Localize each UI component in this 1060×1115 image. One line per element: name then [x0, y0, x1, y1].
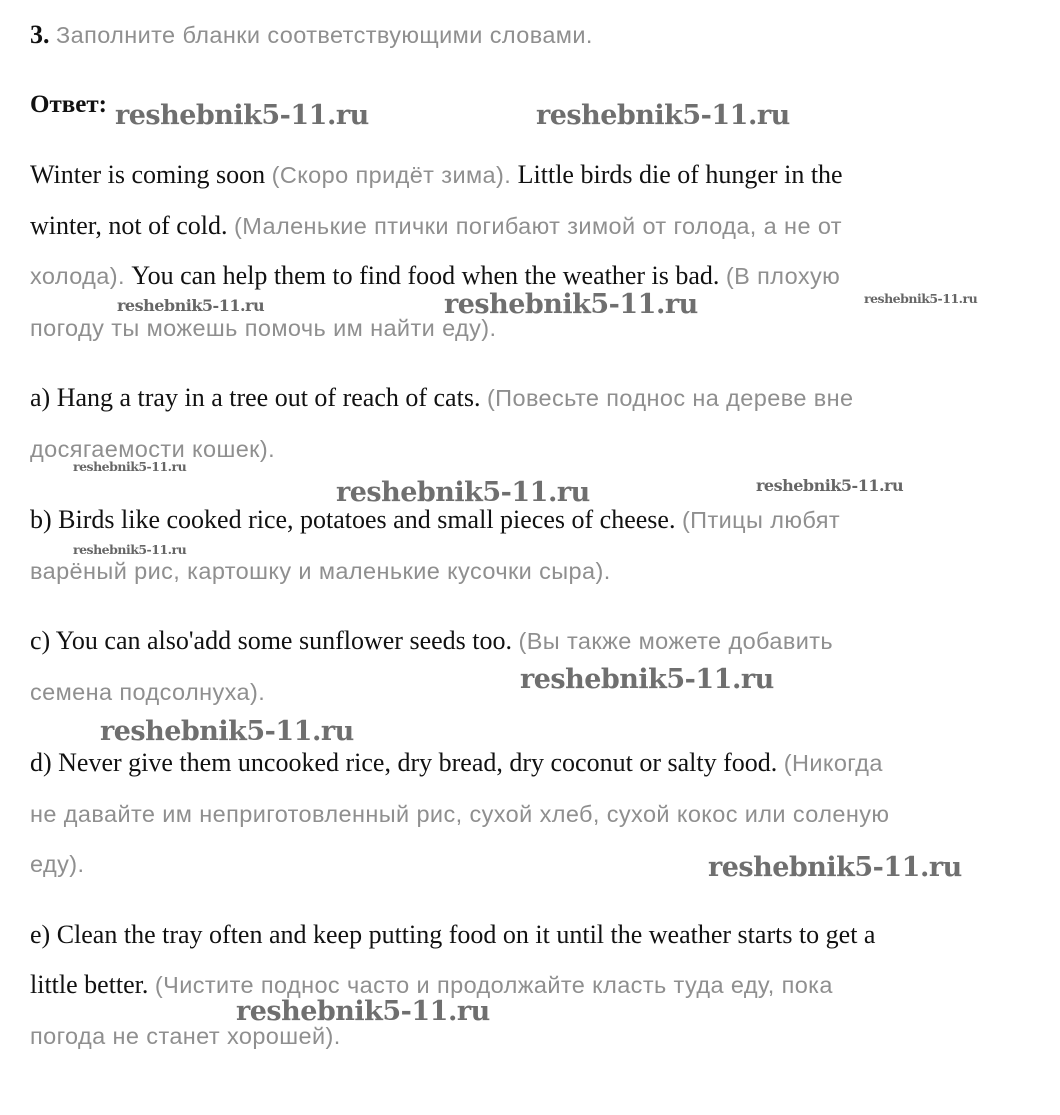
- text-line: [30, 261, 840, 291]
- english-text: Winter is coming soon: [30, 160, 272, 189]
- watermark: reshebnik5-11.ru: [520, 664, 774, 695]
- text-line: [30, 211, 842, 241]
- text-line: [30, 799, 889, 829]
- english-text: Little birds die of hunger in the: [511, 160, 843, 189]
- russian-translation: варёный рис, картошку и маленькие кусочки сыра).: [30, 558, 611, 584]
- task-heading: [30, 20, 593, 50]
- task-instruction: Заполните бланки соответствующими словами.: [56, 22, 593, 48]
- text-line: [30, 383, 853, 413]
- russian-translation: еду).: [30, 851, 85, 877]
- watermark: reshebnik5-11.ru: [73, 459, 187, 474]
- english-text: d) Never give them uncooked rice, dry bread, dry coconut or salty food.: [30, 748, 784, 777]
- text-line: [30, 556, 611, 586]
- text-line: [30, 920, 875, 950]
- watermark: reshebnik5-11.ru: [336, 477, 590, 508]
- text-line: [30, 677, 265, 707]
- watermark: reshebnik5-11.ru: [444, 289, 698, 320]
- russian-translation: погоду ты можешь помочь им найти еду).: [30, 315, 497, 341]
- answer-label: Ответ:: [30, 91, 107, 118]
- watermark: reshebnik5-11.ru: [756, 476, 904, 495]
- russian-translation: (Скоро придёт зима).: [271, 162, 512, 188]
- watermark: reshebnik5-11.ru: [708, 852, 962, 883]
- english-text: c) You can also'add some sunflower seeds too.: [30, 626, 519, 655]
- text-line: [30, 505, 840, 535]
- russian-translation: погода не станет хорошей).: [30, 1023, 341, 1049]
- english-text: e) Clean the tray often and keep putting food on it until the weather starts to get a: [30, 920, 876, 949]
- russian-translation: не давайте им неприготовленный рис, сухой хлеб, сухой кокос или соленую: [30, 801, 890, 827]
- russian-translation: (Повесьте поднос на дереве вне: [486, 385, 854, 411]
- russian-translation: (Вы также можете добавить: [518, 628, 834, 654]
- watermark: reshebnik5-11.ru: [117, 296, 265, 315]
- text-line: [30, 849, 84, 879]
- watermark: reshebnik5-11.ru: [864, 291, 978, 306]
- english-text: winter, not of cold.: [30, 211, 235, 240]
- russian-translation: (Чистите поднос часто и продолжайте класть туда еду, пока: [154, 972, 833, 998]
- watermark: reshebnik5-11.ru: [236, 996, 490, 1027]
- text-line: [30, 626, 833, 656]
- russian-translation: (Птицы любят: [681, 507, 841, 533]
- text-line: [30, 313, 496, 343]
- task-number: 3.: [30, 20, 50, 49]
- russian-translation: (В плохую: [725, 263, 841, 289]
- text-line: [30, 160, 843, 190]
- russian-translation: досягаемости кошек).: [30, 436, 276, 462]
- watermark: reshebnik5-11.ru: [115, 100, 369, 131]
- russian-translation: семена подсолнуха).: [30, 679, 266, 705]
- watermark: reshebnik5-11.ru: [100, 716, 354, 747]
- russian-translation: (Маленькие птички погибают зимой от голода, а не от: [234, 213, 842, 239]
- text-line: [30, 748, 883, 778]
- watermark: reshebnik5-11.ru: [536, 100, 790, 131]
- english-text: You can help them to find food when the weather is bad.: [124, 261, 726, 290]
- russian-translation: (Никогда: [783, 750, 883, 776]
- english-text: b) Birds like cooked rice, potatoes and small pieces of cheese.: [30, 505, 682, 534]
- english-text: a) Hang a tray in a tree out of reach of cats.: [30, 383, 487, 412]
- watermark: reshebnik5-11.ru: [73, 542, 187, 557]
- english-text: little better.: [30, 970, 155, 999]
- russian-translation: холода).: [30, 263, 125, 289]
